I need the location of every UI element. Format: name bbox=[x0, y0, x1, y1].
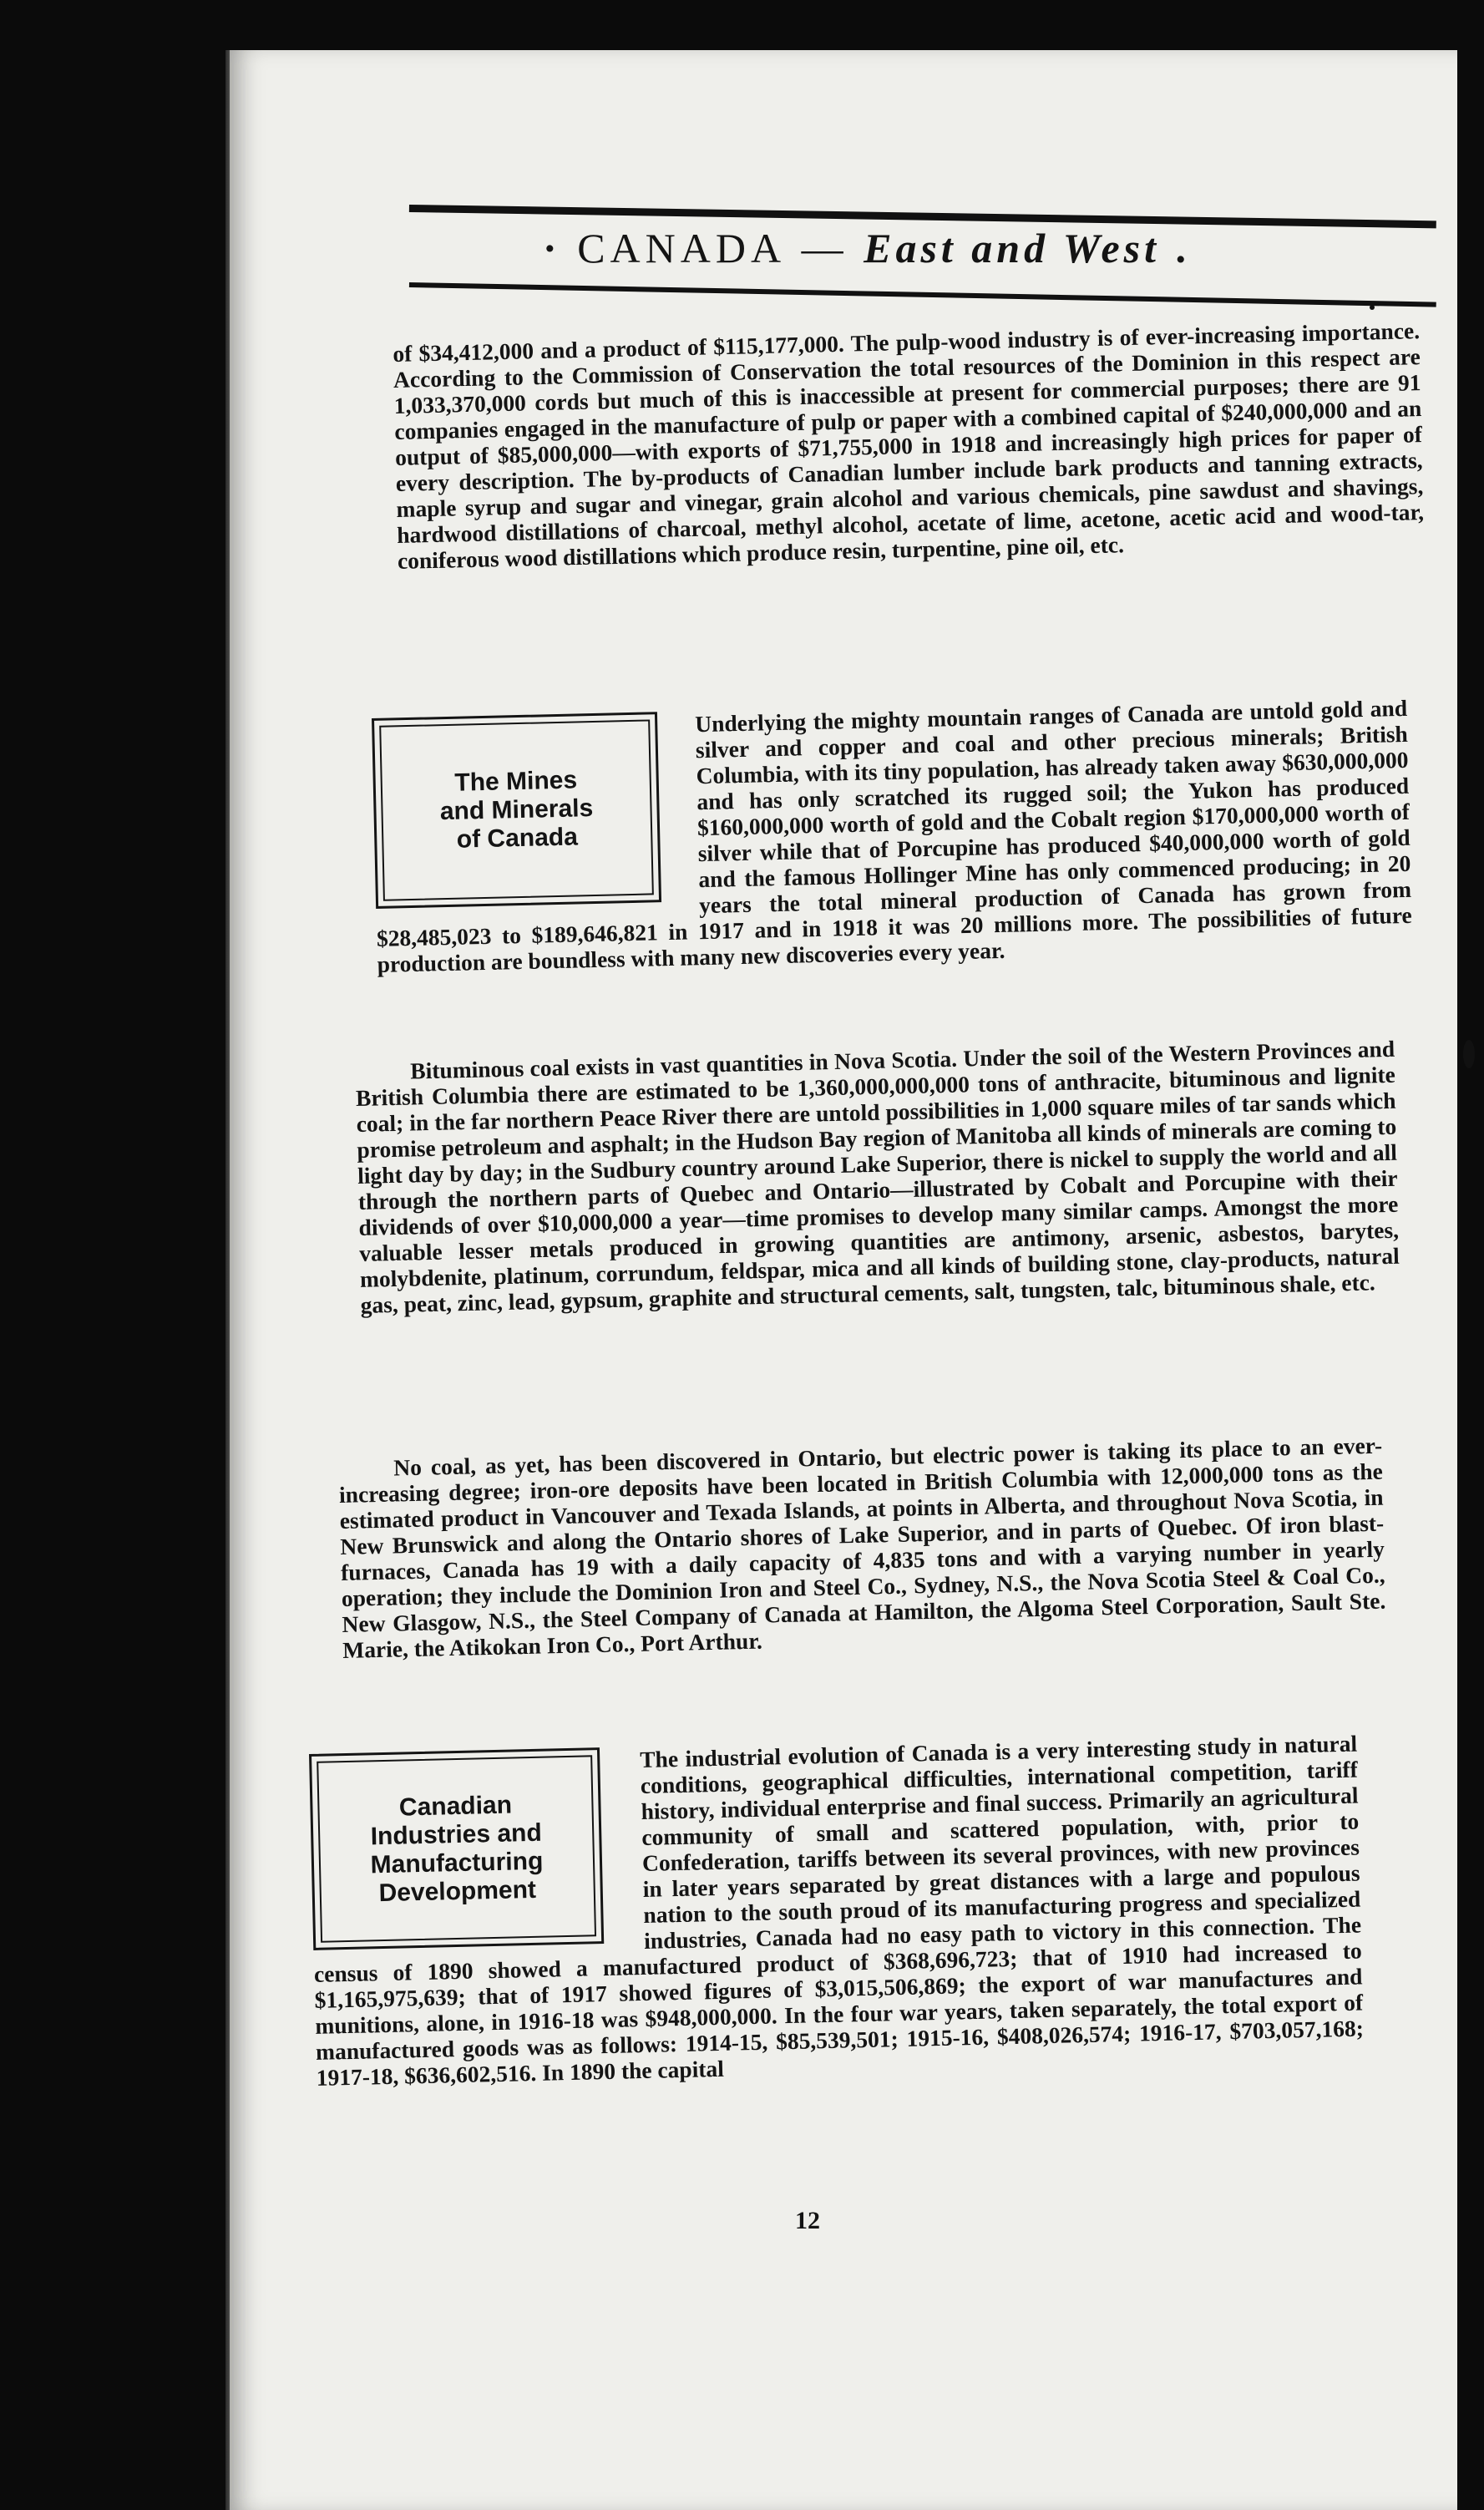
paragraph-industries-text: The industrial evolution of Canada is a very interesting study in natural conditions, geographical difficulties, international competition, tariff history, individual enterprise and final success. Primarily an agricultural community of small and scattered population, with, prior to Confederation, tariffs between its several provinces, with new provinces in later years separated by great distances with a large and populous nation to the south proud of its manufacturing progress and specialized industries, Canada had no easy path to victory in this connection. The census of 1890 showed a manufactured product of $368,696,723; that of 1910 had increased to $1,165,975,639; that of 1917 showed figures of $3,015,506,869; the export of war manufactures and munitions, alone, in 1916-18 was $948,000,000. In the four war years, taken separately, the total export of manufactured goods was as follows: 1914-15, $85,539,501; 1915-16, $408,026,574; 1916-17, $703,057,168; 1917-18, $636,602,516. In 1890 the capital bbox=[313, 1730, 1365, 2091]
ink-speck bbox=[1370, 305, 1375, 310]
header-canada: CANADA bbox=[577, 225, 787, 271]
paragraph-mines-text: Underlying the mighty mountain ranges of Canada are untold gold and silver and copper and coal and other precious minerals; British Columbia, with its tiny population, has already taken away $630,000,000 and has only scratched its rugged soil; the Yukon has produced $160,000,000 worth of gold and the Cobalt region $170,000,000 worth of silver while that of Porcupine has produced $40,000,000 worth of gold and the famous Hollinger Mine has only commenced producing; in 20 years the total mineral production of Canada has grown from $28,485,023 to $189,646,821 in 1917 and in 1918 it was 20 millions more. The possibilities of future production are boundless with many new discoveries every year. bbox=[376, 694, 1413, 977]
paragraph-iron bbox=[338, 1432, 1386, 1663]
sidebox-mines-title: The Mines and Minerals of Canada bbox=[439, 766, 594, 854]
sidebox-industries-title: Canadian Industries and Manufacturing Development bbox=[370, 1791, 544, 1907]
section-mines bbox=[372, 695, 1413, 977]
running-header bbox=[543, 224, 1294, 272]
paragraph-coal bbox=[355, 1036, 1400, 1318]
sidebox-industries bbox=[309, 1747, 604, 1950]
paragraph-pulp-wood-text: of $34,412,000 and a product of $115,177,000. The pulp-wood industry is of ever-increasing importance. According to the Commission of Conservation the total resources of the Dominion in this respect are 1,033,370,000 cords but much of this is inaccessible at present for commercial purposes; there are 91 companies engaged in the manufacture of pulp or paper with a combined capital of $240,000,000 and an output of $85,000,000—with exports of $71,755,000 in 1918 and increasingly high prices for paper of every description. The by-products of Canadian lumber include bark products and tanning extracts, maple syrup and sugar and vinegar, grain alcohol and various chemicals, pine sawdust and shavings, hardwood distillations of charcoal, methyl alcohol, acetate of lime, acetone, acetic acid and wood-tar, coniferous wood distillations which produce resin, turpentine, pine oil, etc. bbox=[393, 317, 1425, 574]
paragraph-pulp-wood bbox=[393, 317, 1425, 574]
paragraph-iron-text: No coal, as yet, has been discovered in Ontario, but electric power is taking its place to an ever-increasing degree; iron-ore deposits have been located in British Columbia with 12,000,000 tons as the estimated product in Vancouver and Texada Islands, at points in Alberta, and throughout Nova Scotia, in New Brunswick and along the Ontario shores of Lake Superior, and in parts of Quebec. Of iron blast-furnaces, Canada has 19 with a daily capacity of 4,835 tons and with a varying number in yearly operation; they include the Dominion Iron and Steel Co., Sydney, N.S., the Nova Scotia Steel & Coal Co., New Glasgow, N.S., the Steel Company of Canada at Hamilton, the Algoma Steel Corporation, Sault Ste. Marie, the Atikokan Iron Co., Port Arthur. bbox=[338, 1432, 1386, 1663]
header-east-west: East and West bbox=[864, 225, 1160, 271]
section-industries bbox=[309, 1731, 1365, 2091]
header-dash: — bbox=[801, 225, 848, 271]
ink-spot bbox=[1463, 1040, 1475, 1068]
header-end-dot: . bbox=[1175, 225, 1191, 271]
sidebox-mines bbox=[372, 712, 661, 909]
paragraph-coal-text: Bituminous coal exists in vast quantities in Nova Scotia. Under the soil of the Western Provinces and British Columbia there are estimated to be 1,360,000,000,000 tons of anthracite, bituminous and lignite coal; in the far northern Peace River there are untold possibilities in 1,000 square miles of tar sands which promise petroleum and asphalt; in the Hudson Bay region of Manitoba all kinds of minerals are coming to light day by day; in the Sudbury country around Lake Superior, there is nickel to supply the world and all through the northern parts of Quebec and Ontario—illustrated by Cobalt and Porcupine with their dividends of over $10,000,000 a year—time promises to develop many similar camps. Amongst the more valuable lesser metals produced in growing quantities are antimony, arsenic, asbestos, barytes, molybdenite, platinum, corrundum, feldspar, mica and all kinds of building stone, clay-products, natural gas, peat, zinc, lead, gypsum, graphite and structural cements, salt, tungsten, talc, bituminous shale, etc. bbox=[355, 1035, 1400, 1318]
page-number: 12 bbox=[795, 2207, 820, 2234]
header-lead-dot: · bbox=[543, 225, 562, 271]
